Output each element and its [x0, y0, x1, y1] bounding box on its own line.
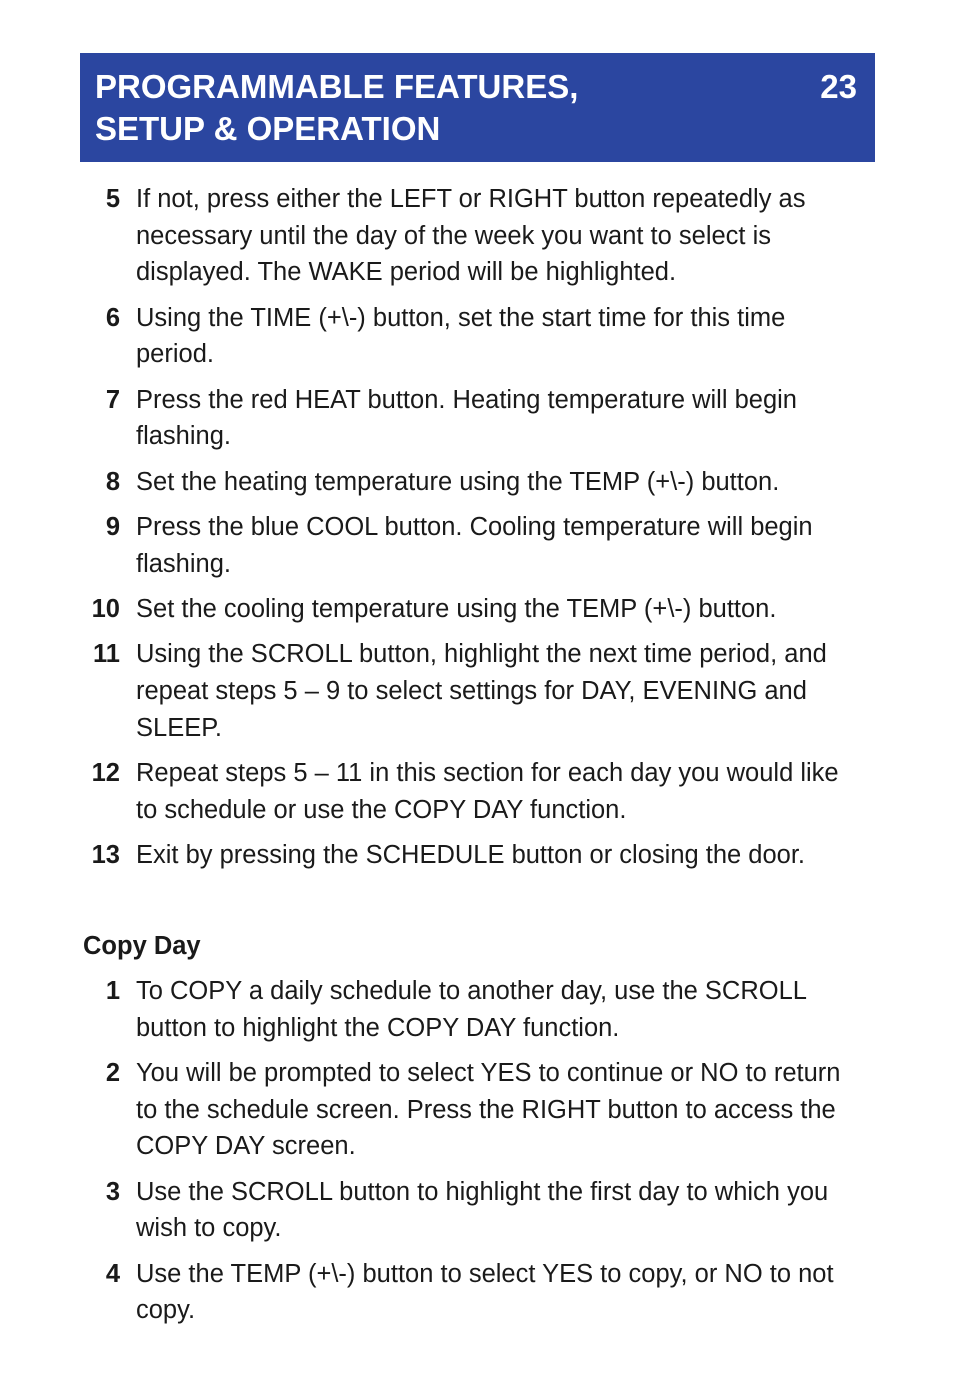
step-text: Using the SCROLL button, highlight the next time period, and repeat steps 5 – 9 to select settings for DAY, EVENING and SLEEP. [136, 640, 827, 742]
step-number: 2 [105, 1059, 120, 1087]
step-text: You will be prompted to select YES to continue or NO to return to the schedule screen. Press the RIGHT button to access the COPY DAY screen. [136, 1059, 841, 1161]
step-text: Press the blue COOL button. Cooling temperature will begin flashing. [136, 513, 813, 578]
step-number: 4 [105, 1259, 120, 1288]
step-number: 10 [91, 595, 120, 623]
step-number: 1 [105, 977, 120, 1005]
list-item [80, 591, 860, 628]
step-text: Repeat steps 5 – 11 in this section for each day you would like to schedule or use the COPY DAY function. [136, 759, 839, 824]
list-item [80, 181, 860, 291]
list-item [80, 755, 860, 828]
step-number: 8 [105, 467, 120, 496]
copy-day-steps-list [80, 973, 860, 1338]
list-item [80, 1256, 860, 1329]
list-item [80, 1174, 860, 1247]
step-number: 6 [105, 303, 120, 332]
step-text: Set the heating temperature using the TEMP (+\-) button. [136, 467, 780, 496]
page-number: 23 [820, 68, 857, 105]
list-item [80, 509, 860, 582]
step-number: 11 [93, 640, 120, 669]
step-text: Set the cooling temperature using the TEMP (+\-) button. [136, 595, 777, 623]
step-text: If not, press either the LEFT or RIGHT button repeatedly as necessary until the day of the week you want to select is displayed. The WAKE period will be highlighted. [136, 185, 806, 287]
page-header [80, 53, 875, 162]
steps-list [80, 181, 860, 882]
step-text: Use the TEMP (+\-) button to select YES to copy, or NO to not copy. [136, 1259, 834, 1325]
step-number: 7 [105, 385, 120, 414]
step-number: 9 [105, 513, 120, 541]
step-text: Exit by pressing the SCHEDULE button or closing the door. [136, 841, 806, 869]
list-item [80, 1055, 860, 1165]
list-item [80, 837, 860, 874]
list-item [80, 973, 860, 1046]
step-number: 5 [105, 185, 120, 213]
step-number: 13 [91, 841, 120, 869]
list-item [80, 300, 860, 373]
page-title: PROGRAMMABLE FEATURES, SETUP & OPERATION [95, 68, 579, 147]
list-item [80, 636, 860, 746]
step-text: To COPY a daily schedule to another day, use the SCROLL button to highlight the COPY DAY function. [136, 977, 806, 1042]
step-text: Using the TIME (+\-) button, set the start time for this time period. [136, 303, 786, 369]
section-heading-copy-day: Copy Day [83, 932, 201, 960]
step-number: 3 [105, 1177, 120, 1206]
list-item [80, 464, 860, 501]
list-item [80, 382, 860, 455]
step-text: Press the red HEAT button. Heating temperature will begin flashing. [136, 385, 797, 451]
step-number: 12 [91, 759, 120, 787]
step-text: Use the SCROLL button to highlight the first day to which you wish to copy. [136, 1177, 829, 1243]
